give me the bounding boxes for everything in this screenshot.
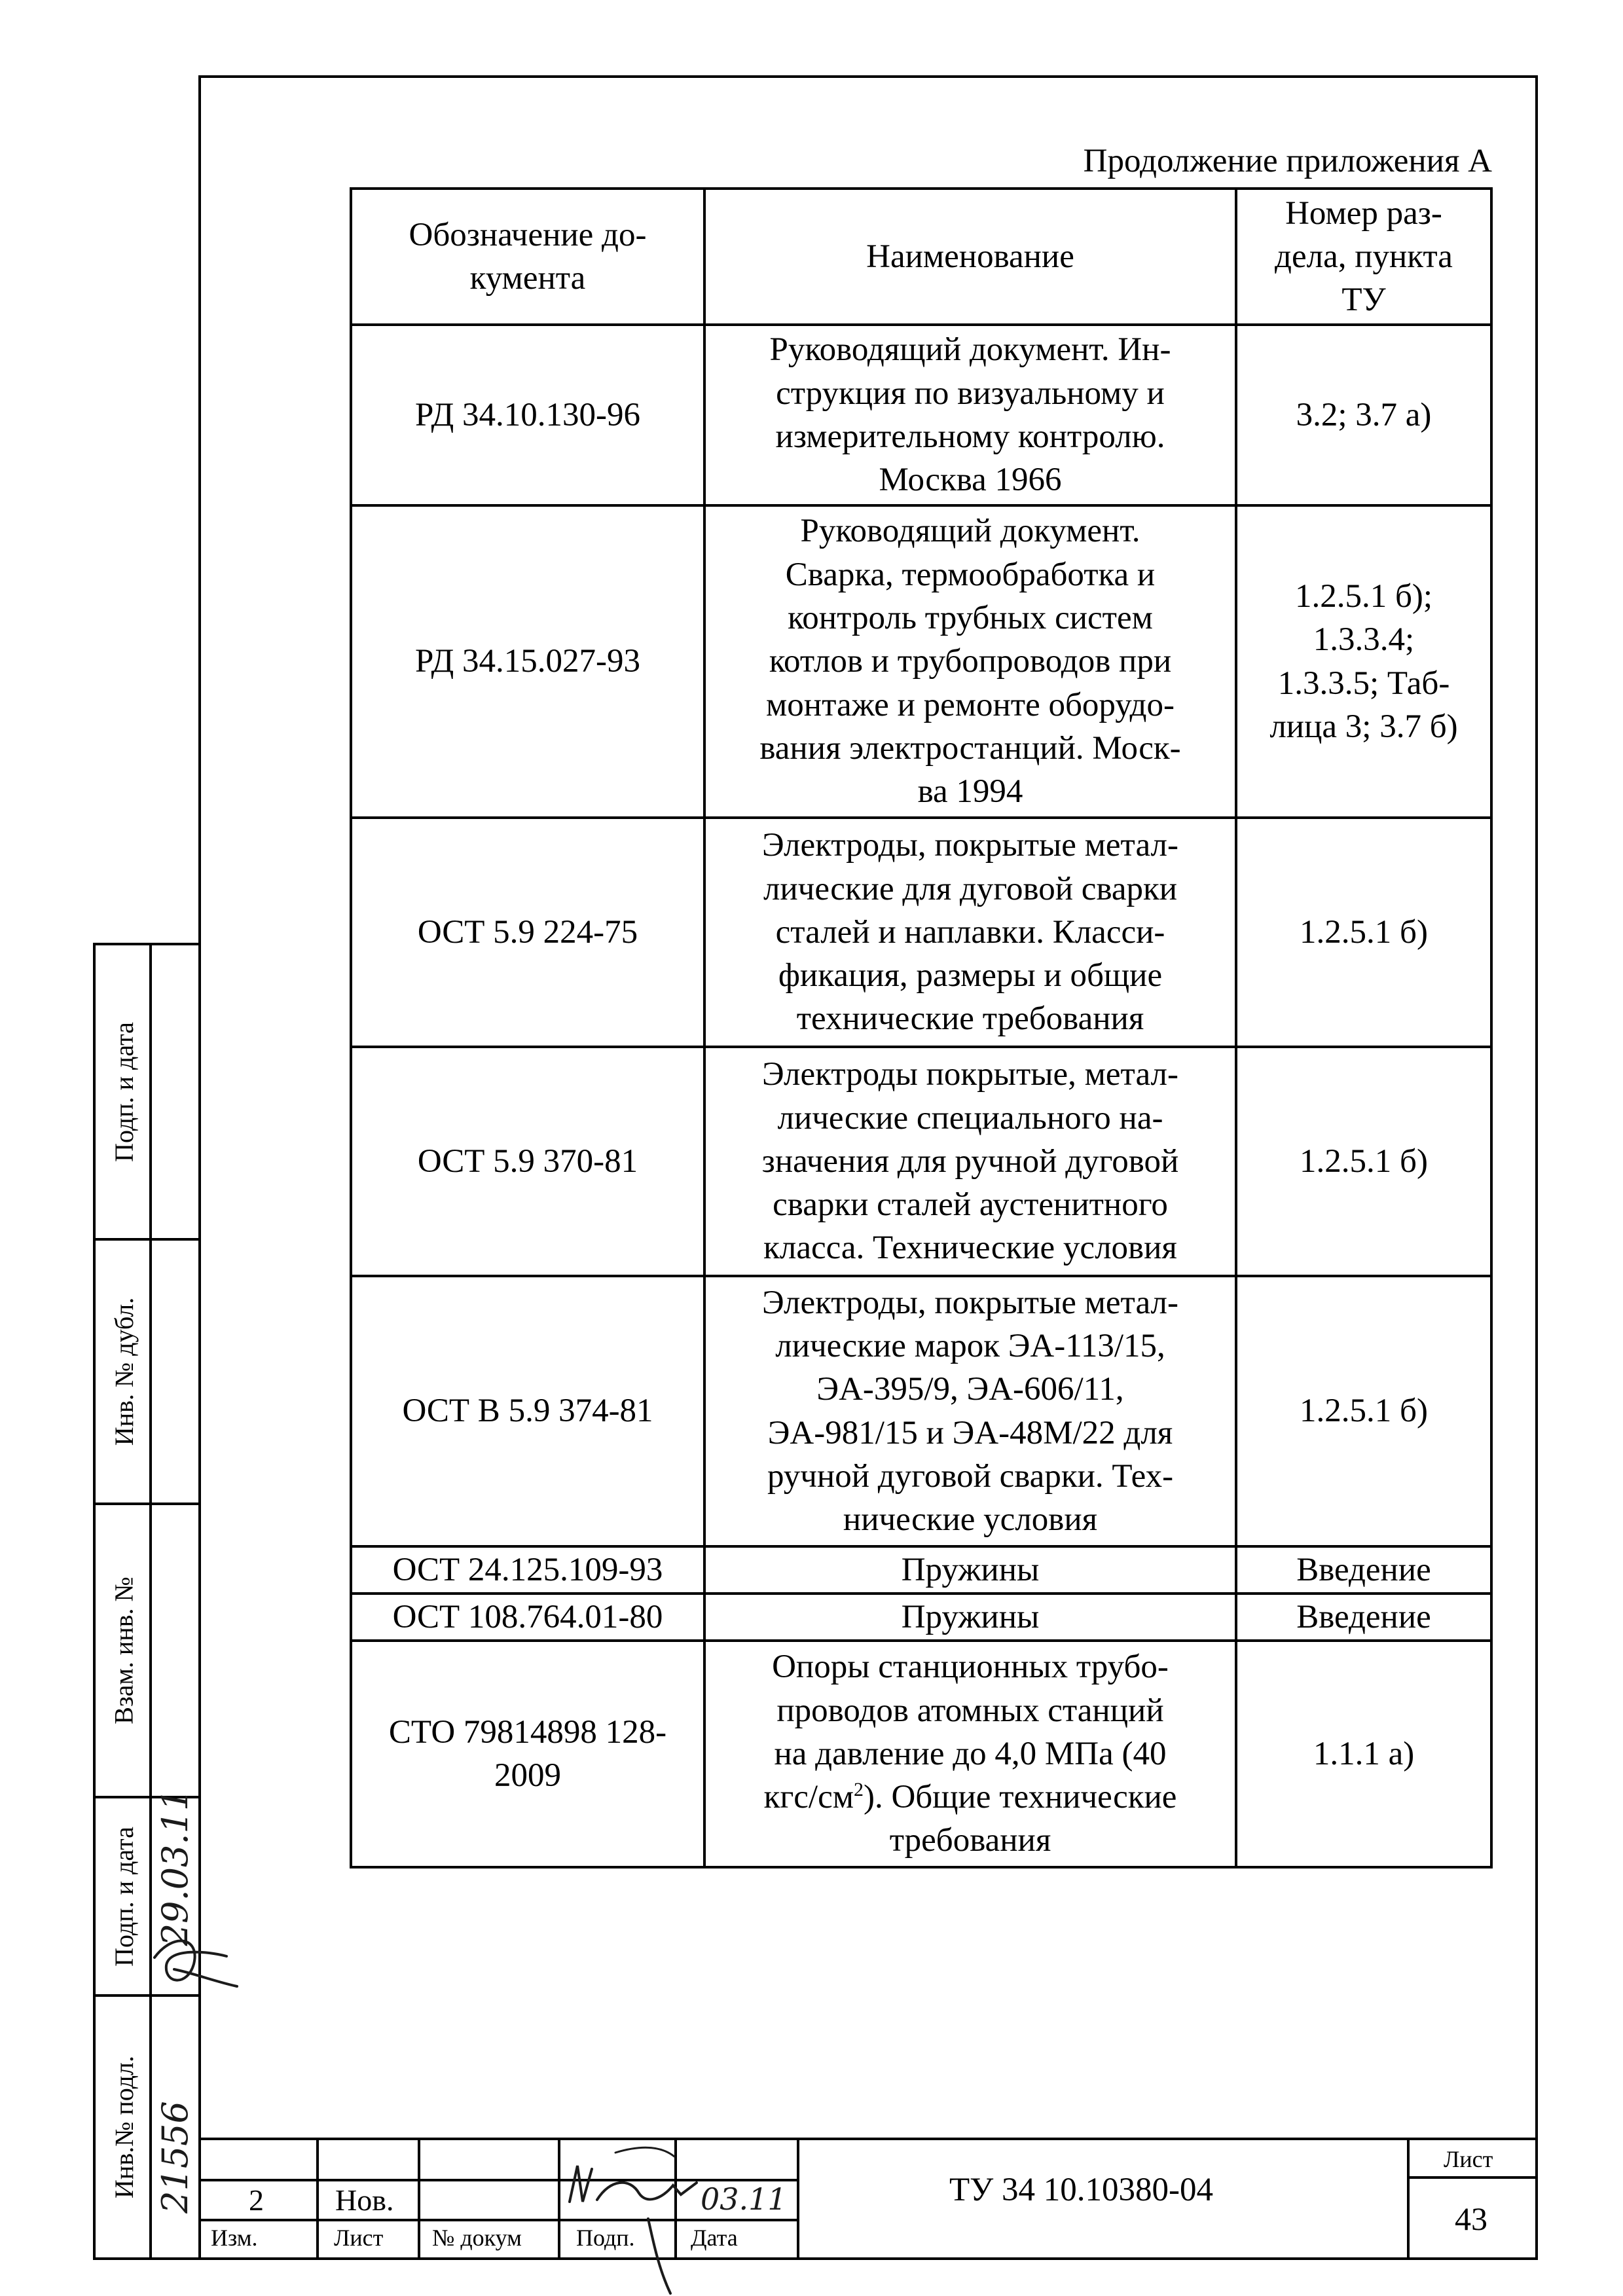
cell-name: Электроды, покрытые метал- лические марок ЭА-113/15, ЭА-395/9, ЭА-606/11, ЭА-981/15 и ЭА-48М/22 для ручной дуговой сварки. Тех- нические условия xyxy=(704,1276,1236,1546)
signature-title-block xyxy=(563,2140,714,2218)
frame-right-border xyxy=(1535,75,1538,2260)
side-value-podp-i-data: 29.03.11 xyxy=(155,1788,196,1946)
table-row xyxy=(351,1641,1491,1867)
document-code: ТУ 34 10.10380-04 xyxy=(949,2172,1213,2208)
cell-name xyxy=(704,1641,1236,1867)
table-row xyxy=(351,1594,1491,1641)
label-list: Лист xyxy=(334,2225,384,2251)
header-designation: Обозначение до- кумента xyxy=(351,189,704,325)
cell-name-text-end: ). Общие технические требования xyxy=(863,1779,1177,1859)
table-row xyxy=(351,1047,1491,1276)
side-field-inv-podl: Инв.№ подл. xyxy=(109,2056,139,2198)
side-field-podp-i-data-top: Подп. и дата xyxy=(109,1021,139,1162)
title-block-col xyxy=(418,2138,420,2260)
signature-tail-stroke xyxy=(642,2216,681,2296)
normative-references-table xyxy=(350,187,1493,1868)
side-field-vzam-inv: Взам. инв. № xyxy=(109,1576,139,1724)
table-row xyxy=(351,1276,1491,1546)
cell-section: 1.2.5.1 б); 1.3.3.4; 1.3.3.5; Таб- лица 3; 3.7 б) xyxy=(1236,505,1491,818)
table-row xyxy=(351,818,1491,1047)
side-stamp-left-border xyxy=(93,943,96,2260)
sheet-number: 43 xyxy=(1455,2200,1487,2237)
signature-side-stamp xyxy=(148,1918,246,2003)
side-field-inv-dubl: Инв. № дубл. xyxy=(109,1297,139,1446)
title-block-col xyxy=(558,2138,560,2260)
side-value-inv-podl: 21556 xyxy=(155,2101,196,2214)
cell-designation: ОСТ 5.9 224-75 xyxy=(351,818,704,1047)
cell-designation: СТО 79814898 128- 2009 xyxy=(351,1641,704,1867)
side-field-podp-i-data-bottom: Подп. и дата xyxy=(109,1826,139,1967)
label-podp: Подп. xyxy=(576,2225,635,2251)
cell-name: Руководящий документ. Ин- струкция по визуальному и измерительному контролю. Москва 1966 xyxy=(704,325,1236,505)
sheet-cell-rule xyxy=(1407,2176,1538,2179)
cell-designation: РД 34.10.130-96 xyxy=(351,325,704,505)
cell-name: Электроды покрытые, метал- лические специального на- значения для ручной дуговой сварки сталей аустенитного класса. Технические условия xyxy=(704,1047,1236,1276)
cell-name-text: Опоры станционных трубо- проводов атомных станций на давление до 4,0 МПа (40 кгс/см xyxy=(763,1649,1169,1816)
cell-name: Электроды, покрытые метал- лические для дуговой сварки сталей и наплавки. Класси- фикация, размеры и общие технические требования xyxy=(704,818,1236,1047)
cell-section: Введение xyxy=(1236,1594,1491,1641)
table-row xyxy=(351,325,1491,505)
cell-designation: ОСТ 108.764.01-80 xyxy=(351,1594,704,1641)
change-number: 2 xyxy=(249,2183,264,2217)
header-name: Наименование xyxy=(704,189,1236,325)
title-block-col xyxy=(797,2138,799,2260)
cell-name: Пружины xyxy=(704,1546,1236,1594)
frame-bottom-border xyxy=(93,2257,1538,2260)
label-data: Дата xyxy=(691,2225,738,2251)
title-block-row-rule xyxy=(198,2219,799,2221)
cell-designation: РД 34.15.027-93 xyxy=(351,505,704,818)
change-type: Нов. xyxy=(335,2183,394,2217)
cell-name: Пружины xyxy=(704,1594,1236,1641)
cell-designation: ОСТ В 5.9 374-81 xyxy=(351,1276,704,1546)
cell-section: Введение xyxy=(1236,1546,1491,1594)
cell-designation: ОСТ 5.9 370-81 xyxy=(351,1047,704,1276)
label-izm: Изм. xyxy=(211,2225,258,2251)
cell-section: 1.1.1 а) xyxy=(1236,1641,1491,1867)
cell-section: 1.2.5.1 б) xyxy=(1236,1047,1491,1276)
cell-name: Руководящий документ. Сварка, термообработка и контроль трубных систем котлов и трубопроводов при монтаже и ремонте оборудо- вания электростанций. Моск- ва 1994 xyxy=(704,505,1236,818)
title-block-col xyxy=(316,2138,319,2260)
table-row xyxy=(351,1546,1491,1594)
label-n-dokum: № докум xyxy=(432,2225,522,2251)
unit-exponent: 2 xyxy=(853,1779,864,1801)
title-block-date: 03.11 xyxy=(701,2181,787,2217)
appendix-caption: Продолжение приложения А xyxy=(1083,143,1492,179)
cell-section: 1.2.5.1 б) xyxy=(1236,818,1491,1047)
table-header-row xyxy=(351,189,1491,325)
frame-top-border xyxy=(198,75,1538,78)
title-block-col xyxy=(1407,2138,1410,2260)
cell-section: 1.2.5.1 б) xyxy=(1236,1276,1491,1546)
cell-section: 3.2; 3.7 а) xyxy=(1236,325,1491,505)
cell-designation: ОСТ 24.125.109-93 xyxy=(351,1546,704,1594)
header-section: Номер раз- дела, пункта ТУ xyxy=(1236,189,1491,325)
label-sheet: Лист xyxy=(1444,2146,1493,2172)
title-block-top-rule xyxy=(198,2138,1538,2140)
table-row xyxy=(351,505,1491,818)
